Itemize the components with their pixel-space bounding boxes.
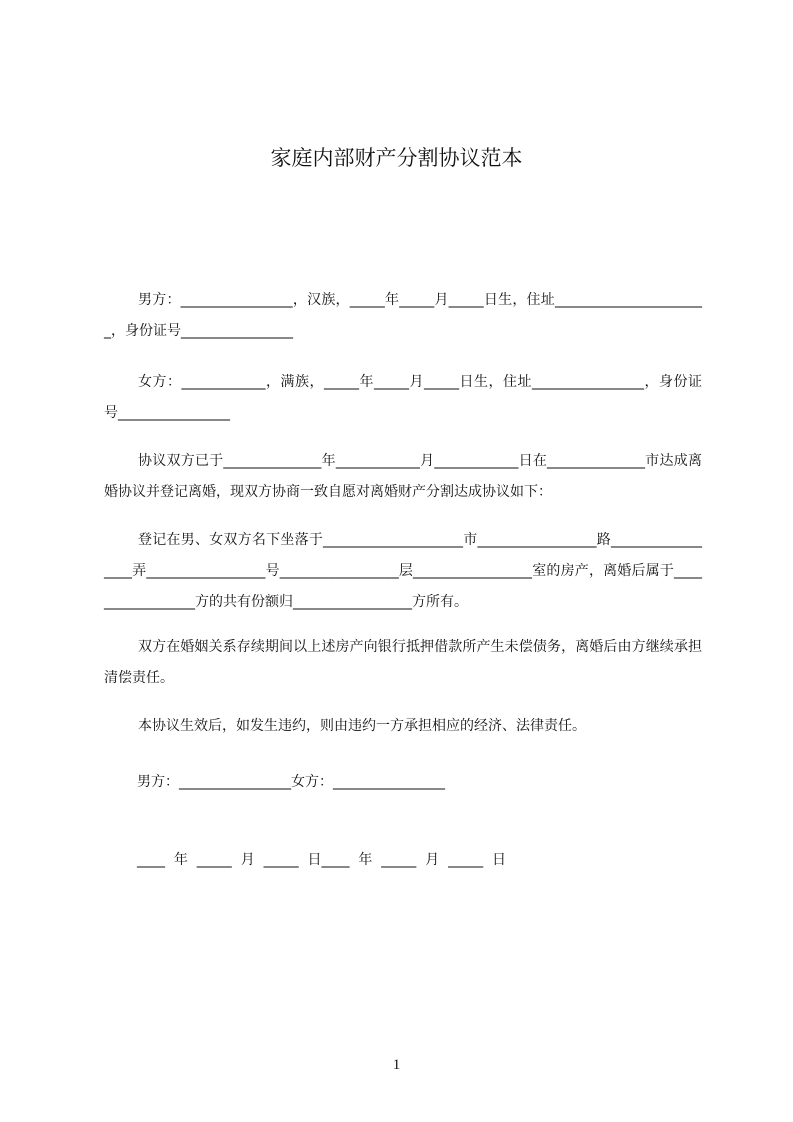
signature-line: 男方：________________女方：________________: [137, 774, 445, 790]
paragraph-female-party: 女方：____________，满族，_____年_____月_____日生，住址________________，身份证号________________: [104, 374, 702, 421]
paragraph-property-allocation: 登记在男、女双方名下坐落于____________________市_________________路_________________弄_________________号_________________层_________________室的房产，离婚后属于_________________方的共有份额归_________________方所有。: [104, 532, 702, 610]
paragraph-divorce-registration: 协议双方已于______________年____________月____________日在______________市达成离婚协议并登记离婚，现双方协商一致自愿对离婚财产分割达成协议如下：: [104, 453, 702, 500]
date-line: ____ 年 _____ 月 _____ 日____ 年 _____ 月 _____ 日: [137, 852, 507, 868]
page-number: 1: [392, 1057, 401, 1073]
paragraph-breach-liability: 本协议生效后，如发生违约，则由违约一方承担相应的经济、法律责任。: [138, 718, 586, 734]
document-title: 家庭内部财产分割协议范本: [270, 146, 523, 170]
paragraph-male-party: 男方：________________，汉族，_____年_____月_____日生，住址______________________，身份证号________________: [104, 292, 702, 339]
paragraph-debt-responsibility: 双方在婚姻关系存续期间以上述房产向银行抵押借款所产生未偿债务，离婚后由方继续承担清偿责任。: [104, 639, 702, 686]
